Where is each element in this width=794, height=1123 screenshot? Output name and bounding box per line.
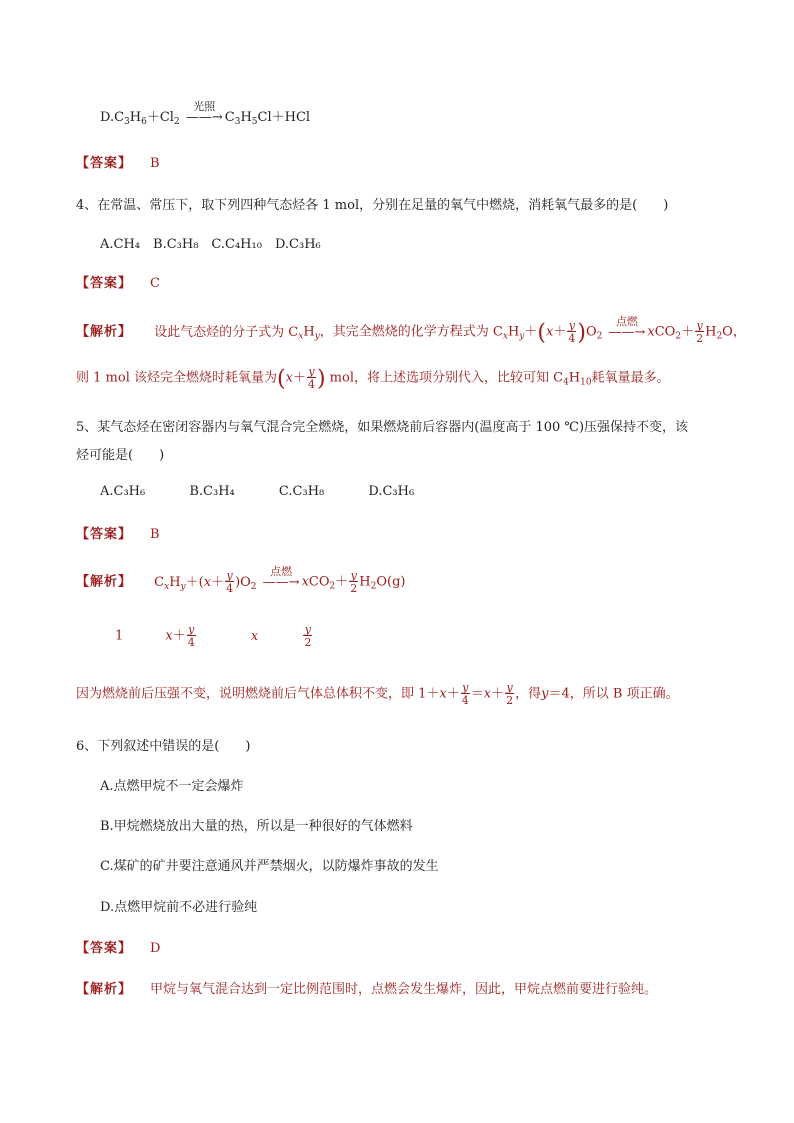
q3-answer: 【答案】 B (76, 156, 160, 171)
q6-option-c: C.煤矿的矿井要注意通风并严禁烟火，以防爆炸事故的发生 (100, 859, 439, 874)
combustion-arrow: 点燃 ——→ (262, 564, 300, 590)
q4-stem: 4、在常温、常压下，取下列四种气态烃各 1 mol，分别在足量的氧气中燃烧，消耗氧气最多的是( ) (76, 198, 669, 213)
q5-stem-line2: 烃可能是( ) (76, 448, 165, 463)
q5-option-b: B.C₃H₄ (189, 484, 235, 499)
q6-option-b: B.甲烷燃烧放出大量的热，所以是一种很好的气体燃料 (100, 819, 413, 834)
q6-option-a: A.点燃甲烷不一定会爆炸 (100, 779, 244, 794)
q6-answer: 【答案】 D (76, 941, 161, 956)
q4-answer: 【答案】 C (76, 276, 160, 291)
q5-option-d: D.C₃H₆ (368, 484, 415, 499)
q6-stem: 6、下列叙述中错误的是( ) (76, 739, 251, 754)
q6-analysis: 【解析】 甲烷与氧气混合达到一定比例范围时，点燃会发生爆炸，因此，甲烷点燃前要进行验纯。 (76, 982, 658, 997)
q5-options (100, 484, 794, 499)
q4-analysis-line1: 【解析】 设此气态烃的分子式为 $C_xH_y$，其完全燃烧的化学方程式为 $C_xH_y+(x+$ $\frac{y}{4}$ )$O_2$ 点燃 ——→ xCO$_2$＋ $\frac{y}{2}$ $H_2O$， (76, 314, 746, 346)
q5-conclusion: 因为燃烧前后压强不变，说明燃烧前后气体总体积不变，即 1＋x＋ $\frac{y}{4}$ ＝x＋ $\frac{y}{2}$ ，得y＝4，所以 B 项正确。 (76, 681, 679, 707)
reaction-arrow: 光照 ——→ (185, 100, 223, 125)
q5-ratio-row: 1 x＋ $\frac{y}{4}$ x $\frac{y}{2}$ (115, 623, 312, 649)
q3-option-d: $D.C_3H_6+Cl_2$ 光照 ——→ $C_3H_5Cl+HCl$ (100, 100, 311, 127)
q5-option-c: C.C₃H₈ (278, 484, 325, 499)
q4-options: A.CH₄ B.C₃H₈ C.C₄H₁₀ D.C₃H₆ (100, 237, 321, 252)
combustion-arrow: 点燃 ——→ (608, 314, 646, 340)
q5-option-a: A.C₃H₆ (100, 484, 146, 499)
q5-analysis-equation: 【解析】 $C_xH_y+(x+$ $\frac{y}{4}$ )$O_2$ 点燃 ——→ xCO$_2$＋ $\frac{y}{2}$ $H_2O(g)$ (76, 564, 406, 595)
q4-analysis-line2: 则 1 mol 该烃完全燃烧时耗氧量为(x＋ $\frac{y}{4}$ ) mol，将上述选项分别代入，比较可知 $C_4H_{10}$耗氧量最多。 (76, 365, 670, 392)
q6-option-d: D.点燃甲烷前不必进行验纯 (100, 900, 258, 915)
q5-stem-line1: 5、某气态烃在密闭容器内与氧气混合完全燃烧，如果燃烧前后容器内(温度高于 100 ℃)压强保持不变，该 (76, 420, 689, 435)
q5-answer: 【答案】 B (76, 527, 160, 542)
